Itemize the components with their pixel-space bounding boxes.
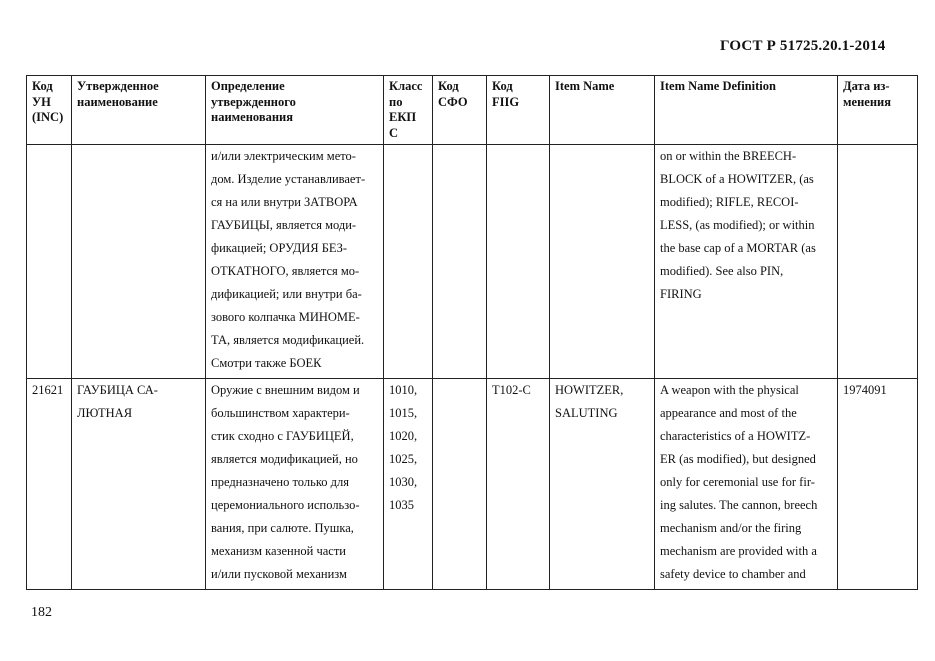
cell-sfo-code xyxy=(433,145,487,379)
page-number: 182 xyxy=(31,605,52,620)
header-text-line: УН xyxy=(32,94,51,109)
header-item-name-definition xyxy=(655,76,838,145)
header-ekps-class xyxy=(384,76,433,145)
header-approved-name xyxy=(72,76,206,145)
cell-text-line: only for ceremonial use for fir- xyxy=(660,475,815,489)
cell-name-definition-ru xyxy=(206,379,384,590)
header-text-line: утвержденного xyxy=(211,94,296,109)
header-text-line: Item Name xyxy=(555,79,615,93)
cell-change-date xyxy=(838,379,918,590)
header-text-line: Код xyxy=(492,79,513,93)
nomenclature-table xyxy=(26,75,918,590)
cell-item-name-definition xyxy=(655,379,838,590)
cell-item-name-definition xyxy=(655,145,838,379)
header-fiig-code xyxy=(487,76,550,145)
cell-text-line: ER (as modified), but designed xyxy=(660,452,816,466)
cell-sfo-code xyxy=(433,379,487,590)
cell-text-line: дом. Изделие устанавливает- xyxy=(211,172,366,186)
header-text-line: Item Name Definition xyxy=(660,79,776,93)
cell-text-line: characteristics of a HOWITZ- xyxy=(660,429,811,443)
cell-inc-code xyxy=(27,145,72,379)
cell-text-line: SALUTING xyxy=(555,406,618,420)
header-text-line: наименование xyxy=(77,94,158,109)
cell-fiig-code xyxy=(487,379,550,590)
header-name-definition-ru xyxy=(206,76,384,145)
cell-text-line: ing salutes. The cannon, breech xyxy=(660,498,818,512)
header-text-line: СФО xyxy=(438,94,468,109)
header-change-date xyxy=(838,76,918,145)
cell-text-line: HOWITZER, xyxy=(555,383,624,397)
header-item-name xyxy=(550,76,655,145)
header-text-line: Класс xyxy=(389,79,423,93)
header-text-line: Код xyxy=(32,79,53,93)
cell-text-line: механизм казенной части xyxy=(211,544,346,558)
cell-text-line: и/или электрическим мето- xyxy=(211,149,356,163)
table-row xyxy=(27,145,918,379)
table-row xyxy=(27,379,918,590)
cell-text-line: ЛЮТНАЯ xyxy=(77,406,133,420)
cell-text-line: ТА, является модификацией. xyxy=(211,333,365,347)
cell-text-line: церемониального использо- xyxy=(211,498,360,512)
cell-name-definition-ru xyxy=(206,145,384,379)
cell-item-name xyxy=(550,379,655,590)
cell-text-line: appearance and most of the xyxy=(660,406,797,420)
cell-text-line: safety device to chamber and xyxy=(660,567,806,581)
cell-text-line: предназначено только для xyxy=(211,475,349,489)
cell-text-line: ГАУБИЦЫ, является моди- xyxy=(211,218,357,232)
header-text-line: Код xyxy=(438,79,459,93)
cell-text-line: вания, при салюте. Пушка, xyxy=(211,521,354,535)
cell-text-line: зового колпачка МИНОМЕ- xyxy=(211,310,360,324)
header-inc-code xyxy=(27,76,72,145)
cell-ekps-class xyxy=(384,145,433,379)
cell-text-line: 1035 xyxy=(389,498,414,512)
cell-text-line: 1010, xyxy=(389,383,418,397)
header-text-line: FIIG xyxy=(492,94,520,109)
table-header-row xyxy=(27,76,918,145)
header-text-line: С xyxy=(389,125,399,140)
cell-text-line: является модификацией, но xyxy=(211,452,358,466)
cell-text-line: 21621 xyxy=(32,383,64,397)
cell-approved-name xyxy=(72,379,206,590)
cell-text-line: и/или пусковой механизм xyxy=(211,567,347,581)
header-text-line: ЕКП xyxy=(389,110,417,124)
cell-text-line: ОТКАТНОГО, является мо- xyxy=(211,264,360,278)
cell-text-line: 1025, xyxy=(389,452,418,466)
cell-text-line: on or within the BREECH- xyxy=(660,149,797,163)
header-text-line: менения xyxy=(843,94,891,109)
cell-text-line: LESS, (as modified); or within xyxy=(660,218,815,232)
cell-text-line: modified); RIFLE, RECOI- xyxy=(660,195,799,209)
cell-text-line: фикацией; ОРУДИЯ БЕЗ- xyxy=(211,241,348,255)
header-sfo-code xyxy=(433,76,487,145)
cell-text-line: BLOCK of a HOWITZER, (as xyxy=(660,172,814,186)
cell-text-line: 1015, xyxy=(389,406,418,420)
cell-text-line: T102-C xyxy=(492,383,531,397)
cell-text-line: 1974091 xyxy=(843,383,887,397)
cell-approved-name xyxy=(72,145,206,379)
cell-text-line: большинством характери- xyxy=(211,406,350,420)
header-text-line: Дата из- xyxy=(843,79,890,93)
cell-text-line: 1020, xyxy=(389,429,418,443)
cell-text-line: 1030, xyxy=(389,475,418,489)
cell-change-date xyxy=(838,145,918,379)
cell-text-line: mechanism and/or the firing xyxy=(660,521,802,535)
cell-text-line: ся на или внутри ЗАТВОРА xyxy=(211,195,358,209)
cell-item-name xyxy=(550,145,655,379)
cell-text-line: A weapon with the physical xyxy=(660,383,799,397)
document-standard-number: ГОСТ Р 51725.20.1-2014 xyxy=(720,38,886,54)
cell-text-line: Оружие с внешним видом и xyxy=(211,383,360,397)
cell-text-line: mechanism are provided with a xyxy=(660,544,817,558)
cell-text-line: ГАУБИЦА СА- xyxy=(77,383,158,397)
cell-text-line: Смотри также БОЕК xyxy=(211,356,322,370)
header-text-line: (INC) xyxy=(32,110,64,124)
header-text-line: по xyxy=(389,94,403,109)
cell-inc-code xyxy=(27,379,72,590)
cell-fiig-code xyxy=(487,145,550,379)
header-text-line: наименования xyxy=(211,110,294,124)
header-text-line: Утвержденное xyxy=(77,79,159,93)
cell-text-line: the base cap of a MORTAR (as xyxy=(660,241,816,255)
cell-text-line: FIRING xyxy=(660,287,702,301)
header-text-line: Определение xyxy=(211,79,285,93)
cell-ekps-class xyxy=(384,379,433,590)
cell-text-line: modified). See also PIN, xyxy=(660,264,784,278)
cell-text-line: стик сходно с ГАУБИЦЕЙ, xyxy=(211,429,354,443)
cell-text-line: дификацией; или внутри ба- xyxy=(211,287,362,301)
